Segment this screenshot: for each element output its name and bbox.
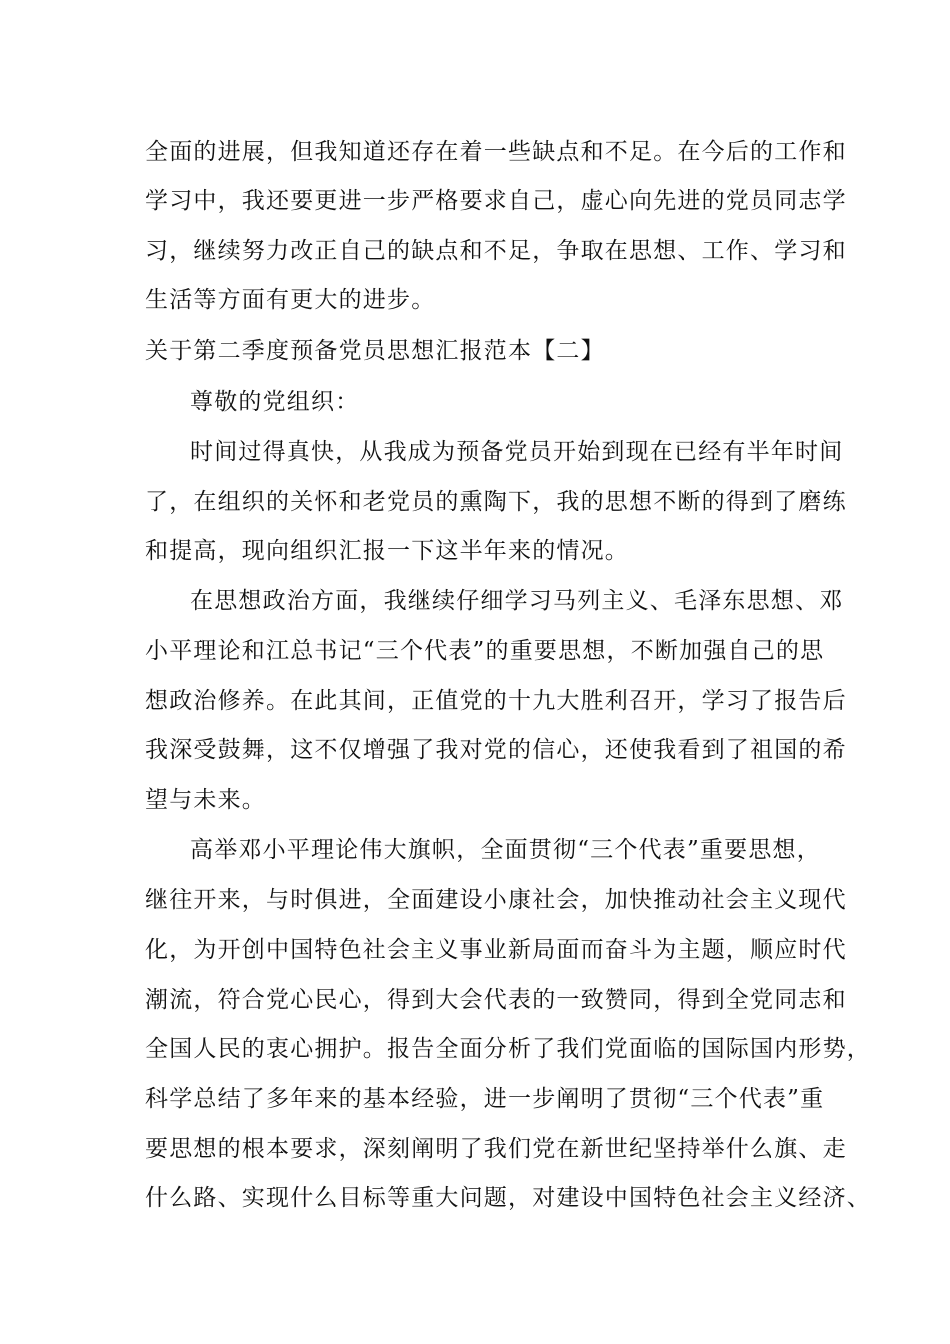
body-text-line: 全面的进展，但我知道还存在着一些缺点和不足。在今后的工作和 (145, 139, 847, 165)
body-text-line: 我深受鼓舞，这不仅增强了我对党的信心，还使我看到了祖国的希 (145, 737, 847, 763)
body-text-line: 在思想政治方面，我继续仔细学习马列主义、毛泽东思想、邓 (190, 588, 844, 614)
body-text-line: 继往开来，与时俱进，全面建设小康社会，加快推动社会主义现代 (145, 887, 847, 913)
body-text-line: 化，为开创中国特色社会主义事业新局面而奋斗为主题，顺应时代 (145, 937, 847, 963)
body-text-line: 习，继续努力改正自己的缺点和不足，争取在思想、工作、学习和 (145, 238, 847, 264)
body-text-line: 了，在组织的关怀和老党员的熏陶下，我的思想不断的得到了磨练 (145, 489, 847, 515)
body-text-line: 生活等方面有更大的进步。 (145, 287, 436, 313)
body-text-line: 望与未来。 (145, 787, 266, 813)
body-text-line: 和提高，现向组织汇报一下这半年来的情况。 (145, 538, 629, 564)
body-text-line: 要思想的根本要求，深刻阐明了我们党在新世纪坚持举什么旗、走 (145, 1136, 847, 1162)
body-text-line: 全国人民的衷心拥护。报告全面分析了我们党面临的国际国内形势， (145, 1036, 871, 1062)
section-heading: 关于第二季度预备党员思想汇报范本【二】 (145, 338, 605, 364)
body-text-line: 学习中，我还要更进一步严格要求自己，虚心向先进的党员同志学 (145, 188, 847, 214)
body-text-line: 什么路、实现什么目标等重大问题，对建设中国特色社会主义经济、 (145, 1185, 871, 1211)
body-text-line: 时间过得真快，从我成为预备党员开始到现在已经有半年时间 (190, 439, 844, 465)
body-text-line: 潮流，符合党心民心，得到大会代表的一致赞同，得到全党同志和 (145, 987, 847, 1013)
body-text-line: 科学总结了多年来的基本经验，进一步阐明了贯彻“三个代表”重 (145, 1086, 825, 1112)
body-text-line: 高举邓小平理论伟大旗帜，全面贯彻“三个代表”重要思想， (190, 837, 821, 863)
salutation: 尊敬的党组织： (190, 389, 360, 415)
body-text-line: 小平理论和江总书记“三个代表”的重要思想，不断加强自己的思 (145, 638, 825, 664)
body-text-line: 想政治修养。在此其间，正值党的十九大胜利召开，学习了报告后 (145, 688, 847, 714)
